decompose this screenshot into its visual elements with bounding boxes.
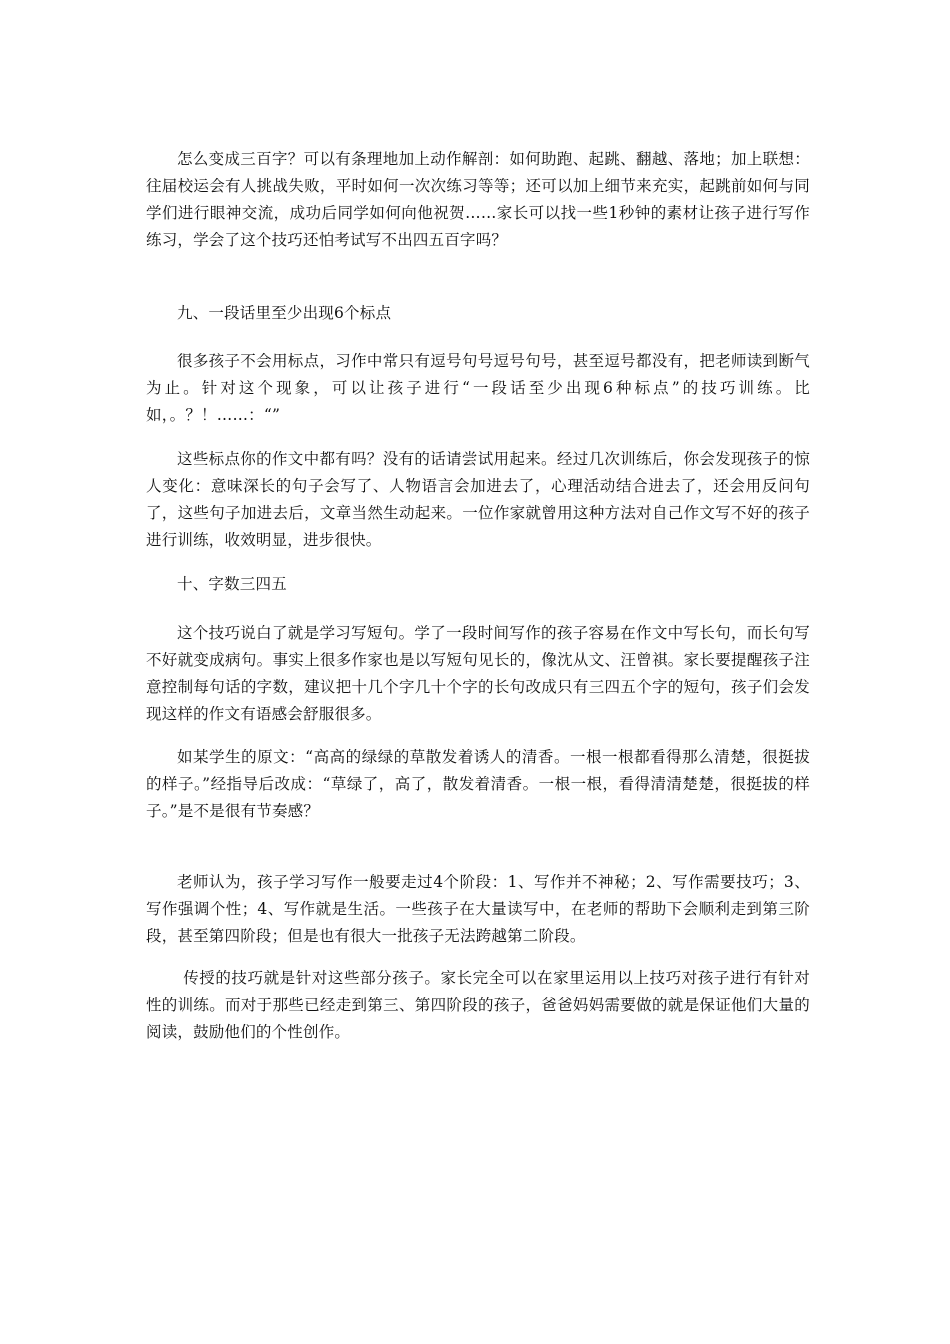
paragraph-vault-expansion: 怎么变成三百字？可以有条理地加上动作解剖：如何助跑、起跳、翻越、落地；加上联想：往届校运会有人挑战失败，平时如何一次次练习等等；还可以加上细节来充实，起跳前如何与同学们进行眼神交流，成功后同学如何向他祝贺……家长可以找一些1秒钟的素材让孩子进行写作练习，学会了这个技巧还怕考试写不出四五百字吗？ [146,150,810,249]
paragraph-four-stages: 老师认为，孩子学习写作一般要走过4个阶段：1、写作并不神秘；2、写作需要技巧；3、写作强调个性；4、写作就是生活。一些孩子在大量读写中，在老师的帮助下会顺利走到第三阶段，甚至第四阶段；但是也有很大一批孩子无法跨越第二阶段。 [146,873,810,945]
paragraph-parent-guidance: 传授的技巧就是针对这些部分孩子。家长完全可以在家里运用以上技巧对孩子进行有针对性的训练。而对于那些已经走到第三、第四阶段的孩子，爸爸妈妈需要做的就是保证他们大量的阅读，鼓励他们的个性创作。 [146,969,810,1041]
paragraph-short-sentences: 这个技巧说白了就是学习写短句。学了一段时间写作的孩子容易在作文中写长句，而长句写不好就变成病句。事实上很多作家也是以写短句见长的，像沈从文、汪曾祺。家长要提醒孩子注意控制每句话的字数，建议把十几个字几十个字的长句改成只有三四五个字的短句，孩子们会发现这样的作文有语感会舒服很多。 [146,624,810,723]
paragraph-example-rewrite: 如某学生的原文：“高高的绿绿的草散发着诱人的清香。一根一根都看得那么清楚，很挺拔的样子。”经指导后改成：“草绿了，高了，散发着清香。一根一根，看得清清楚楚，很挺拔的样子。”是不是很有节奏感？ [146,748,810,820]
section-heading-nine: 九、一段话里至少出现6个标点 [177,304,392,322]
section-heading-ten: 十、字数三四五 [177,575,287,593]
paragraph-punctuation-effect: 这些标点你的作文中都有吗？没有的话请尝试用起来。经过几次训练后，你会发现孩子的惊人变化：意味深长的句子会写了、人物语言会加进去了，心理活动结合进去了，还会用反问句了，这些句子加进去后，文章当然生动起来。一位作家就曾用这种方法对自己作文写不好的孩子进行训练，收效明显，进步很快。 [146,450,810,549]
paragraph-punctuation-intro: 很多孩子不会用标点，习作中常只有逗号句号逗号句号，甚至逗号都没有，把老师读到断气为止。针对这个现象，可以让孩子进行“一段话至少出现6种标点”的技巧训练。比如，。？！……：“” [146,352,810,424]
